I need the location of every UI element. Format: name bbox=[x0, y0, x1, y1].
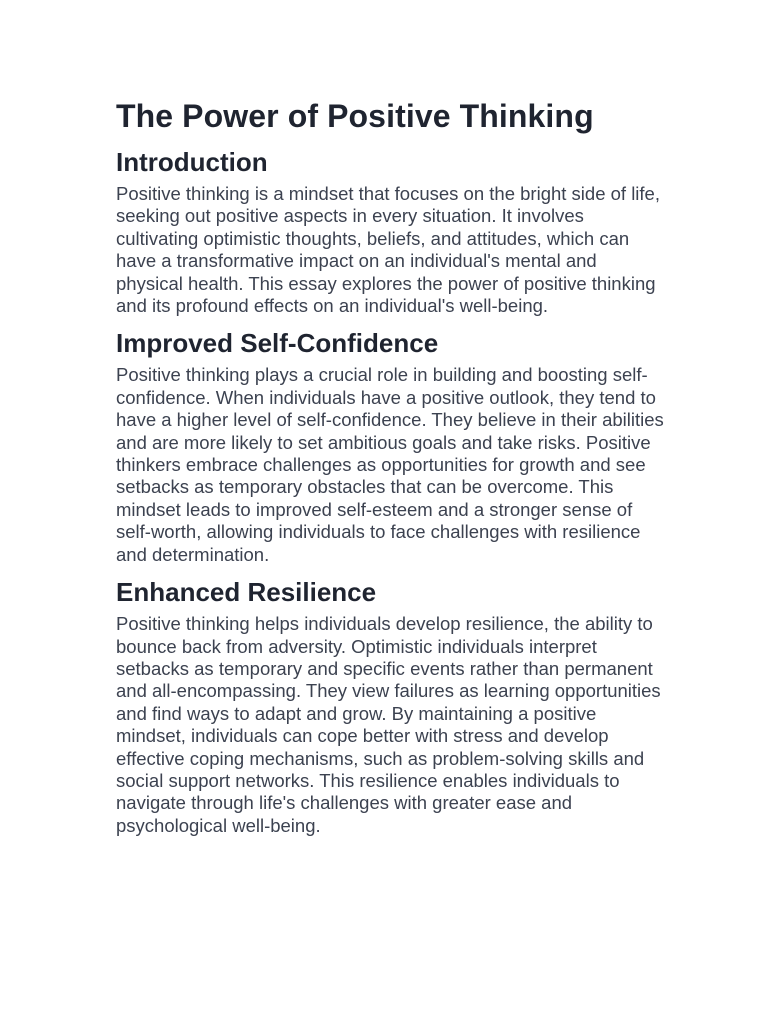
section-heading-introduction: Introduction bbox=[116, 147, 268, 177]
essay-content bbox=[116, 96, 664, 837]
section-body-self-confidence: Positive thinking plays a crucial role in building and boosting self-confidence. When individuals have a positive outlook, they tend to have a higher level of self-confidence. They believe in their abilities and are more likely to set ambitious goals and take risks. Positive thinkers embrace challenges as opportunities for growth and see setbacks as temporary obstacles that can be overcome. This mindset leads to improved self-esteem and a stronger sense of self-worth, allowing individuals to face challenges with resilience and determination. bbox=[116, 364, 664, 565]
section-heading-resilience: Enhanced Resilience bbox=[116, 577, 377, 608]
section-body-resilience: Positive thinking helps individuals develop resilience, the ability to bounce back from adversity. Optimistic individuals interpret setbacks as temporary and specific events rather than permanent and all-encompassing. They view failures as learning opportunities and find ways to adapt and grow. By maintaining a positive mindset, individuals can cope better with stress and develop effective coping mechanisms, such as problem-solving skills and social support networks. This resilience enables individuals to navigate through life's challenges with greater ease and psychological well-being. bbox=[116, 613, 661, 836]
section-body-introduction: Positive thinking is a mindset that focuses on the bright side of life, seeking out positive aspects in every situation. It involves cultivating optimistic thoughts, beliefs, and attitudes, which can have a transformative impact on an individual's mental and physical health. This essay explores the power of positive thinking and its profound effects on an individual's well-being. bbox=[116, 183, 660, 317]
section-heading-self-confidence: Improved Self-Confidence bbox=[116, 328, 439, 359]
essay-title: The Power of Positive Thinking bbox=[116, 98, 594, 134]
